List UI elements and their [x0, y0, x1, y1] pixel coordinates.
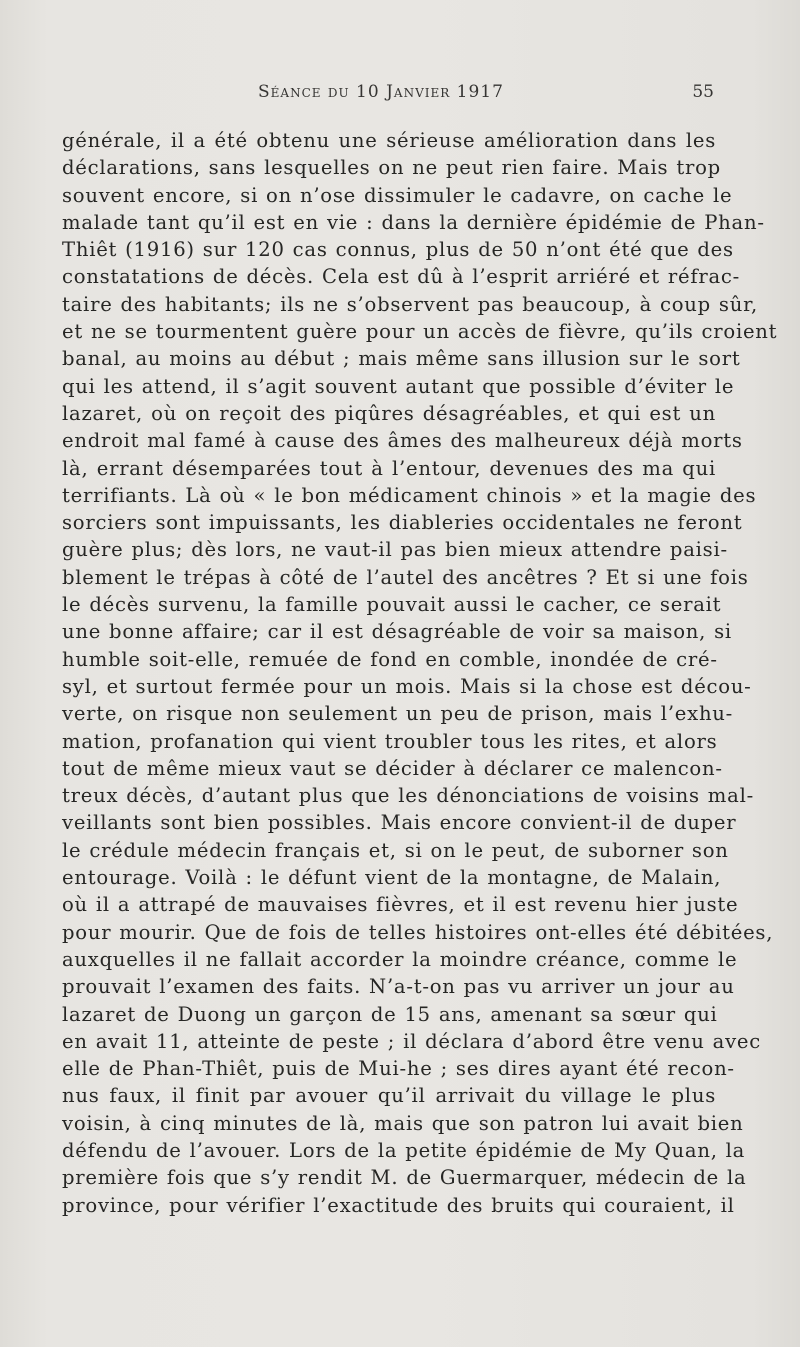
text-line: guère plus; dès lors, ne vaut-il pas bien mieux attendre paisi-	[62, 538, 728, 562]
text-line: tout de même mieux vaut se décider à déclarer ce malencon-	[62, 756, 723, 780]
text-line: lazaret de Duong un garçon de 15 ans, amenant sa sœur qui	[62, 1002, 718, 1026]
text-line: déclarations, sans lesquelles on ne peut rien faire. Mais trop	[62, 156, 721, 180]
text-line: voisin, à cinq minutes de là, mais que son patron lui avait bien	[62, 1111, 744, 1135]
running-head: Séance du 10 Janvier 1917	[258, 82, 504, 102]
text-line: banal, au moins au début ; mais même sans illusion sur le sort	[62, 347, 741, 371]
body-text	[62, 127, 778, 1219]
text-line: constatations de décès. Cela est dû à l’esprit arriéré et réfrac-	[62, 265, 740, 289]
text-line: défendu de l’avouer. Lors de la petite épidémie de My Quan, la	[62, 1138, 746, 1162]
text-line: le décès survenu, la famille pouvait aussi le cacher, ce serait	[62, 593, 722, 617]
text-line: qui les attend, il s’agit souvent autant que possible d’éviter le	[62, 374, 735, 398]
text-line: elle de Phan-Thiêt, puis de Mui-he ; ses dires ayant été recon-	[62, 1057, 735, 1081]
text-line: verte, on risque non seulement un peu de prison, mais l’exhu-	[62, 702, 734, 726]
text-line: une bonne affaire; car il est désagréable de voir sa maison, si	[62, 620, 732, 644]
text-line: lazaret, où on reçoit des piqûres désagréables, et qui est un	[62, 401, 716, 425]
text-line: malade tant qu’il est en vie : dans la dernière épidémie de Phan-	[62, 210, 765, 234]
text-line: province, pour vérifier l’exactitude des bruits qui couraient, il	[62, 1193, 735, 1217]
text-line: et ne se tourmentent guère pour un accès de fièvre, qu’ils croient	[62, 320, 778, 344]
text-line: sorciers sont impuissants, les diableries occidentales ne feront	[62, 511, 743, 535]
text-line: prouvait l’examen des faits. N’a-t-on pas vu arriver un jour au	[62, 975, 735, 999]
text-line: là, errant désemparées tout à l’entour, devenues des ma qui	[62, 456, 716, 480]
text-line: syl, et surtout fermée pour un mois. Mais si la chose est décou-	[62, 674, 752, 698]
text-line: nus faux, il finit par avouer qu’il arrivait du village le plus	[62, 1084, 716, 1108]
text-line: blement le trépas à côté de l’autel des ancêtres ? Et si une fois	[62, 565, 749, 589]
text-line: entourage. Voilà : le défunt vient de la montagne, de Malain,	[62, 866, 722, 890]
text-line: où il a attrapé de mauvaises fièvres, et il est revenu hier juste	[62, 893, 739, 917]
text-line: le crédule médecin français et, si on le peut, de suborner son	[62, 838, 729, 862]
text-line: première fois que s’y rendit M. de Guermarquer, médecin de la	[62, 1166, 747, 1190]
text-line: générale, il a été obtenu une sérieuse amélioration dans les	[62, 129, 716, 152]
text-line: terrifiants. Là où « le bon médicament chinois » et la magie des	[62, 483, 757, 507]
text-line: endroit mal famé à cause des âmes des malheureux déjà morts	[62, 429, 743, 453]
text-line: veillants sont bien possibles. Mais encore convient-il de duper	[62, 811, 737, 835]
text-line: en avait 11, atteinte de peste ; il déclara d’abord être venu avec	[62, 1029, 761, 1053]
text-line: humble soit-elle, remuée de fond en comble, inondée de cré-	[62, 647, 718, 671]
text-line: Thiêt (1916) sur 120 cas connus, plus de 50 n’ont été que des	[62, 238, 734, 262]
text-line: auxquelles il ne fallait accorder la moindre créance, comme le	[62, 947, 738, 971]
text-line: souvent encore, si on n’ose dissimuler le cadavre, on cache le	[62, 183, 733, 207]
text-line: pour mourir. Que de fois de telles histoires ont-elles été débitées,	[62, 920, 774, 944]
text-line: mation, profanation qui vient troubler tous les rites, et alors	[62, 729, 718, 753]
page-number: 55	[692, 82, 714, 102]
text-line: taire des habitants; ils ne s’observent pas beaucoup, à coup sûr,	[62, 292, 759, 316]
text-line: treux décès, d’autant plus que les dénonciations de voisins mal-	[62, 784, 754, 808]
